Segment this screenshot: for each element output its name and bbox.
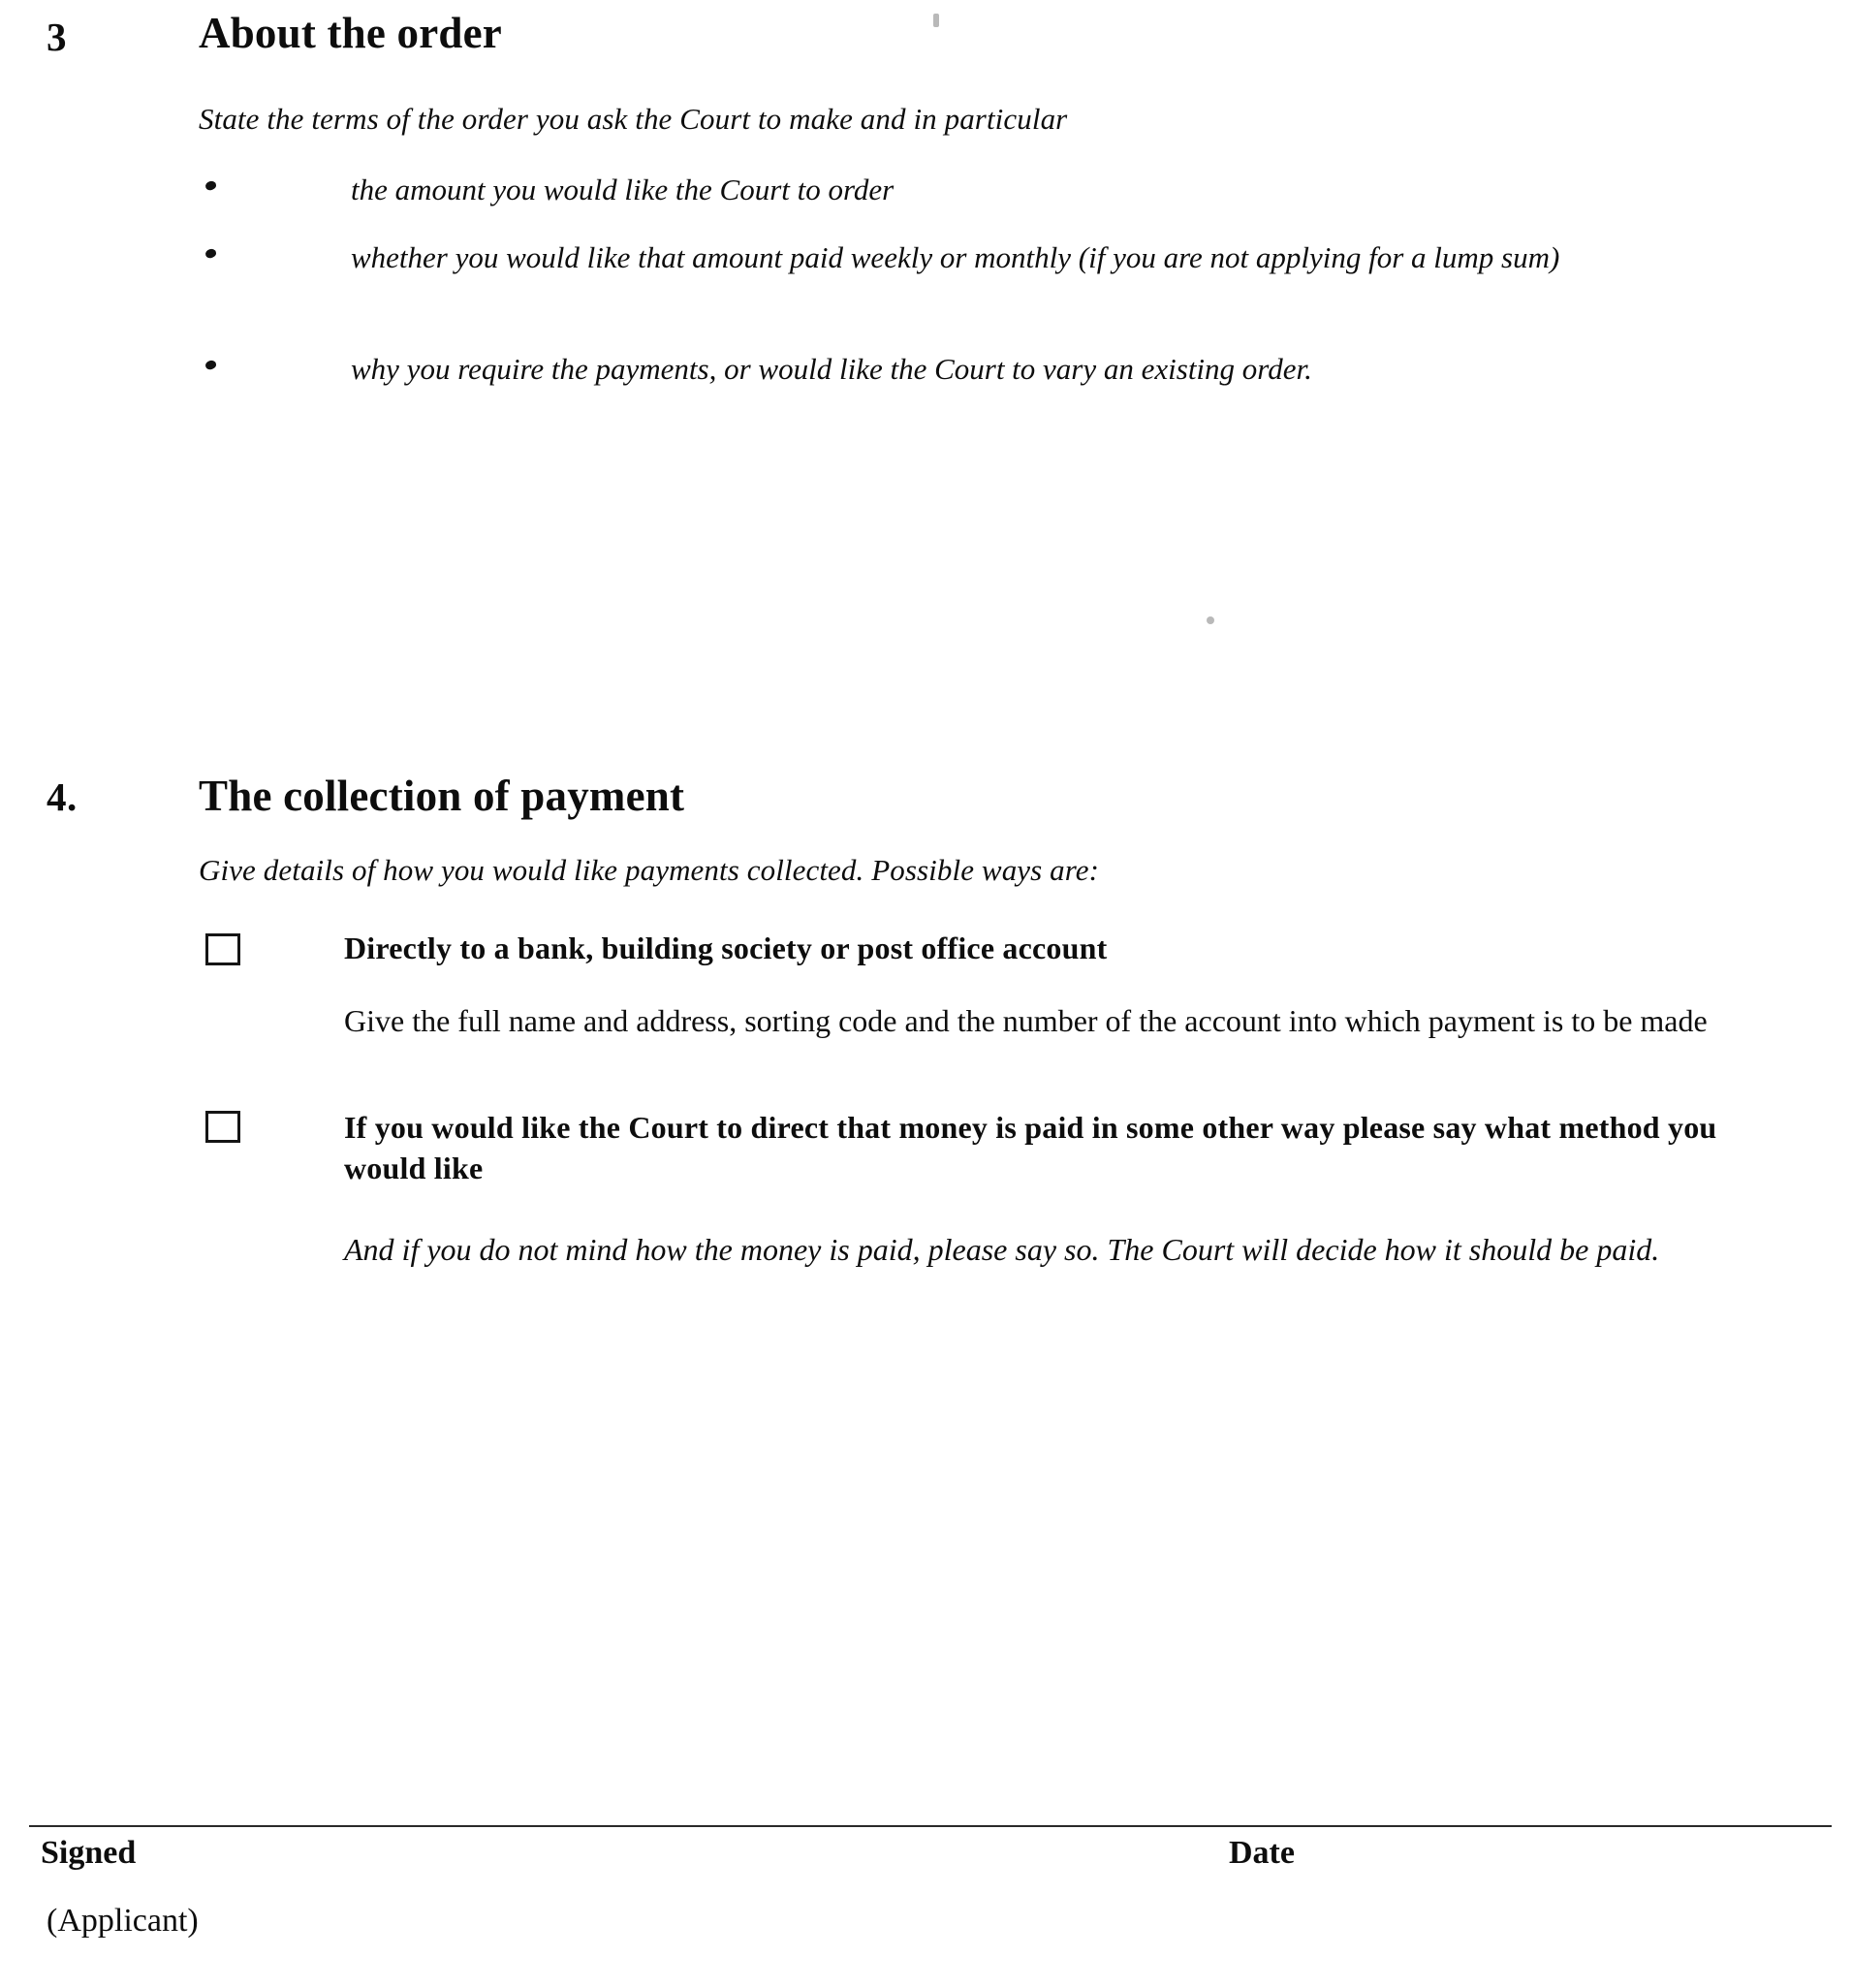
list-item-label: why you require the payments, or would like the Court to vary an existing order. xyxy=(351,352,1312,386)
section-3-answer-space[interactable] xyxy=(199,417,1798,708)
section-3-title: About the order xyxy=(199,9,502,57)
checkbox-bank-payment-label: Directly to a bank, building society or post office account xyxy=(344,931,1108,965)
section-4-instruction: Give details of how you would like payments collected. Possible ways are: xyxy=(199,853,1100,887)
scan-speck xyxy=(1207,616,1214,624)
date-rule xyxy=(1114,1825,1832,1827)
section-3-number: 3 xyxy=(47,15,67,59)
signature-rule xyxy=(29,1825,1114,1827)
date-label: Date xyxy=(1229,1835,1295,1871)
bank-payment-detail: Give the full name and address, sorting code and the number of the account into which payment is to be made xyxy=(344,1003,1708,1038)
date-field[interactable] xyxy=(1347,1783,1812,1824)
list-item-label: whether you would like that amount paid weekly or monthly (if you are not applying for a lump sum) xyxy=(351,240,1560,274)
checkbox-other-method-label: If you would like the Court to direct that money is paid in some other way please say what method you would like xyxy=(344,1110,1717,1185)
list-item xyxy=(205,349,1795,390)
list-item xyxy=(205,237,1800,278)
bullet-dot-icon xyxy=(204,360,217,371)
section-4-answer-space[interactable] xyxy=(199,1318,1798,1803)
checkbox-bank-payment[interactable] xyxy=(205,933,240,965)
list-item-label: the amount you would like the Court to order xyxy=(351,173,895,206)
bullet-dot-icon xyxy=(204,180,217,192)
bullet-dot-icon xyxy=(204,248,217,260)
applicant-label: (Applicant) xyxy=(47,1903,199,1939)
signature-field[interactable] xyxy=(184,1783,1085,1824)
list-item xyxy=(205,170,1795,210)
section-4-title: The collection of payment xyxy=(199,772,685,820)
scan-speck xyxy=(933,14,939,27)
signed-label: Signed xyxy=(41,1835,137,1871)
other-method-detail: And if you do not mind how the money is paid, please say so. The Court will decide how it should be paid. xyxy=(344,1232,1660,1267)
section-3-instruction: State the terms of the order you ask the Court to make and in particular xyxy=(199,102,1068,136)
section-4-number: 4. xyxy=(47,774,78,819)
checkbox-other-method[interactable] xyxy=(205,1111,240,1143)
